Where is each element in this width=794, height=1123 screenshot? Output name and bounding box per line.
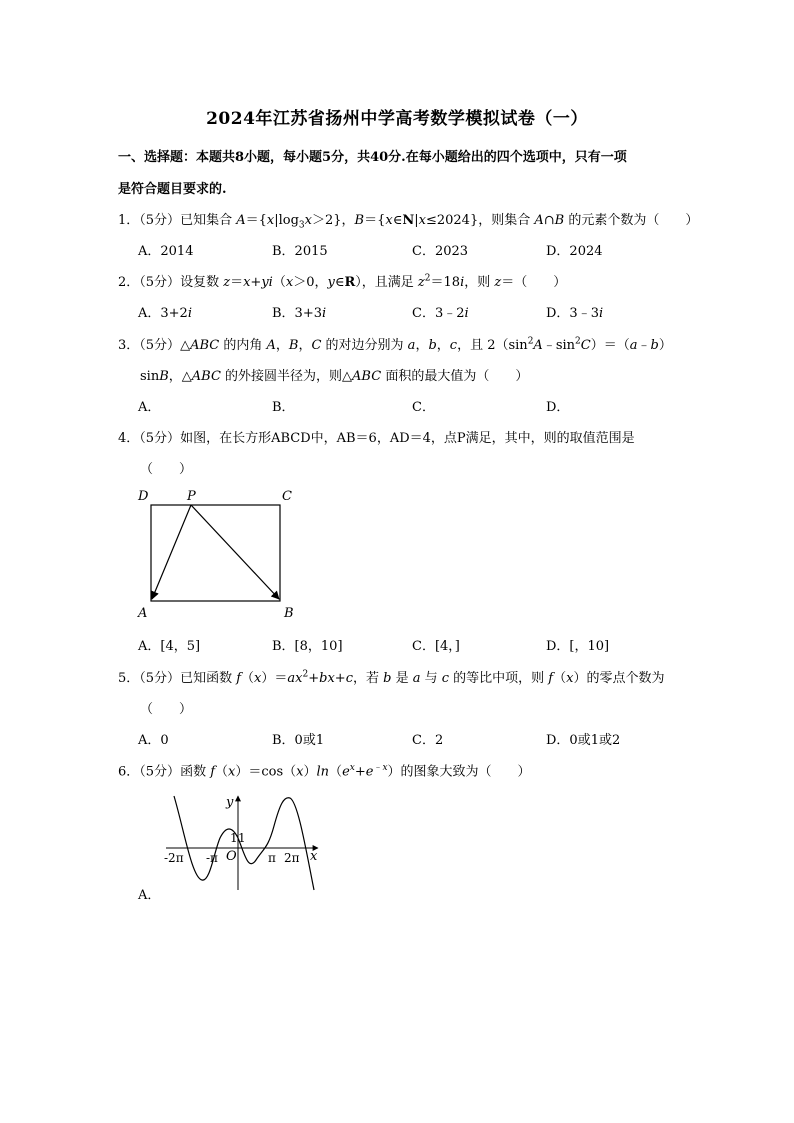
question-number: 6． (118, 764, 140, 780)
label-p: P (187, 489, 196, 504)
question-3-cont: sinB，△ABC 的外接圆半径为，则△ABC 面积的最大值为（ ） (140, 369, 529, 384)
q1-option-b[interactable]: B．2015 (272, 244, 328, 259)
question-number: 1． (118, 213, 140, 228)
question-number: 5． (118, 671, 140, 686)
label-c: C (282, 489, 292, 504)
question-3: 3．（5分）△ABC 的内角 A，B，C 的对边分别为 a，b，c，且 $2(\sin^2A﹣\sin^2C)=(a﹣b)$ (118, 336, 672, 353)
tick-pi: π (268, 851, 276, 865)
q4-option-b[interactable]: B．[8，10] (272, 639, 343, 654)
label-x: x (310, 849, 318, 864)
q1-option-a[interactable]: A．2014 (138, 244, 194, 259)
tick-neg2pi: -2π (164, 851, 184, 865)
q5-option-b[interactable]: B．0或1 (272, 733, 325, 748)
question-score: （5分） (139, 431, 181, 446)
question-2: 2．（5分）设复数 z＝x+yi（x＞0，y∈R），且满足 $z^2=18i$，则 z＝（ ） (118, 273, 567, 290)
question-score: （5分） (139, 213, 181, 228)
q5-option-a[interactable]: A．0 (138, 733, 169, 748)
q4-option-a[interactable]: A．[4，5] (138, 639, 201, 654)
tick-negpi: -π (206, 851, 218, 865)
question-score: （5分） (139, 764, 181, 780)
question-score: （5分） (139, 275, 181, 290)
question-5-blank: （ ） (140, 702, 193, 717)
question-score: （5分） (139, 671, 181, 686)
rectangle-figure (130, 484, 310, 626)
q4-option-d[interactable]: D．[，10] (546, 639, 610, 654)
question-4-blank: （ ） (140, 462, 193, 477)
label-a: A (138, 606, 148, 621)
q4-option-c[interactable]: C．[4，] (412, 639, 460, 654)
question-1: 1．（5分）已知集合 $A=\{x|\log_3x>2\}$，B＝{x∈N|x≤2024}，则集合 A∩B 的元素个数为（ ） (118, 213, 699, 231)
question-text: 如图，在长方形ABCD中，AB＝6，AD＝4，点P满足，其中，则的取值范围是 (180, 431, 635, 446)
q3-option-a[interactable]: A． (138, 400, 161, 415)
question-number: 2． (118, 275, 140, 290)
q5-option-d[interactable]: D．0或1或2 (546, 733, 621, 748)
q2-option-b[interactable]: B．3+3i (272, 306, 327, 321)
question-6: 6．（5分）函数 $f(x)=\cos(x)\ln(e^x+e^{﹣x})$的图象大致为（ ） (118, 763, 531, 780)
q2-option-d[interactable]: D．3﹣3i (546, 306, 604, 321)
label-d: D (138, 489, 149, 504)
q1-option-c[interactable]: C．2023 (412, 244, 469, 259)
section-heading-line1: 一、选择题：本题共8小题，每小题5分，共40分.在每小题给出的四个选项中，只有一项 (118, 150, 627, 165)
question-score: （5分） (139, 338, 181, 353)
vector-pa (152, 505, 191, 599)
q3-option-d[interactable]: D． (546, 400, 570, 415)
q2-option-a[interactable]: A．3+2i (138, 306, 192, 321)
q1-option-d[interactable]: D．2024 (546, 244, 603, 259)
label-one-a: 1 (230, 831, 238, 845)
question-number: 3． (118, 338, 140, 353)
question-4 (118, 427, 635, 446)
question-5: 5．（5分）已知函数 $f(x)=ax^2+bx+c$，若 b 是 a 与 c 的等比中项，则 f（x）的零点个数为 (118, 669, 665, 686)
section-heading-line2: 是符合题目要求的. (118, 182, 227, 197)
page-title: 2024年江苏省扬州中学高考数学模拟试卷（一） (206, 109, 588, 129)
q2-option-c[interactable]: C．3﹣2i (412, 306, 469, 321)
q3-option-b[interactable]: B． (272, 400, 295, 415)
tick-2pi: 2π (284, 851, 300, 865)
label-origin: O (226, 849, 237, 864)
label-one-b: 1 (238, 831, 246, 845)
question-number: 4． (118, 431, 140, 446)
label-b: B (284, 606, 294, 621)
q6-option-a-label[interactable]: A． (138, 888, 161, 903)
q5-option-c[interactable]: C．2 (412, 733, 444, 748)
vector-pb (191, 505, 279, 599)
rectangle-abcd (151, 505, 280, 601)
graph-option-a[interactable] (160, 790, 330, 894)
q3-option-c[interactable]: C． (412, 400, 435, 415)
label-y: y (226, 795, 234, 810)
